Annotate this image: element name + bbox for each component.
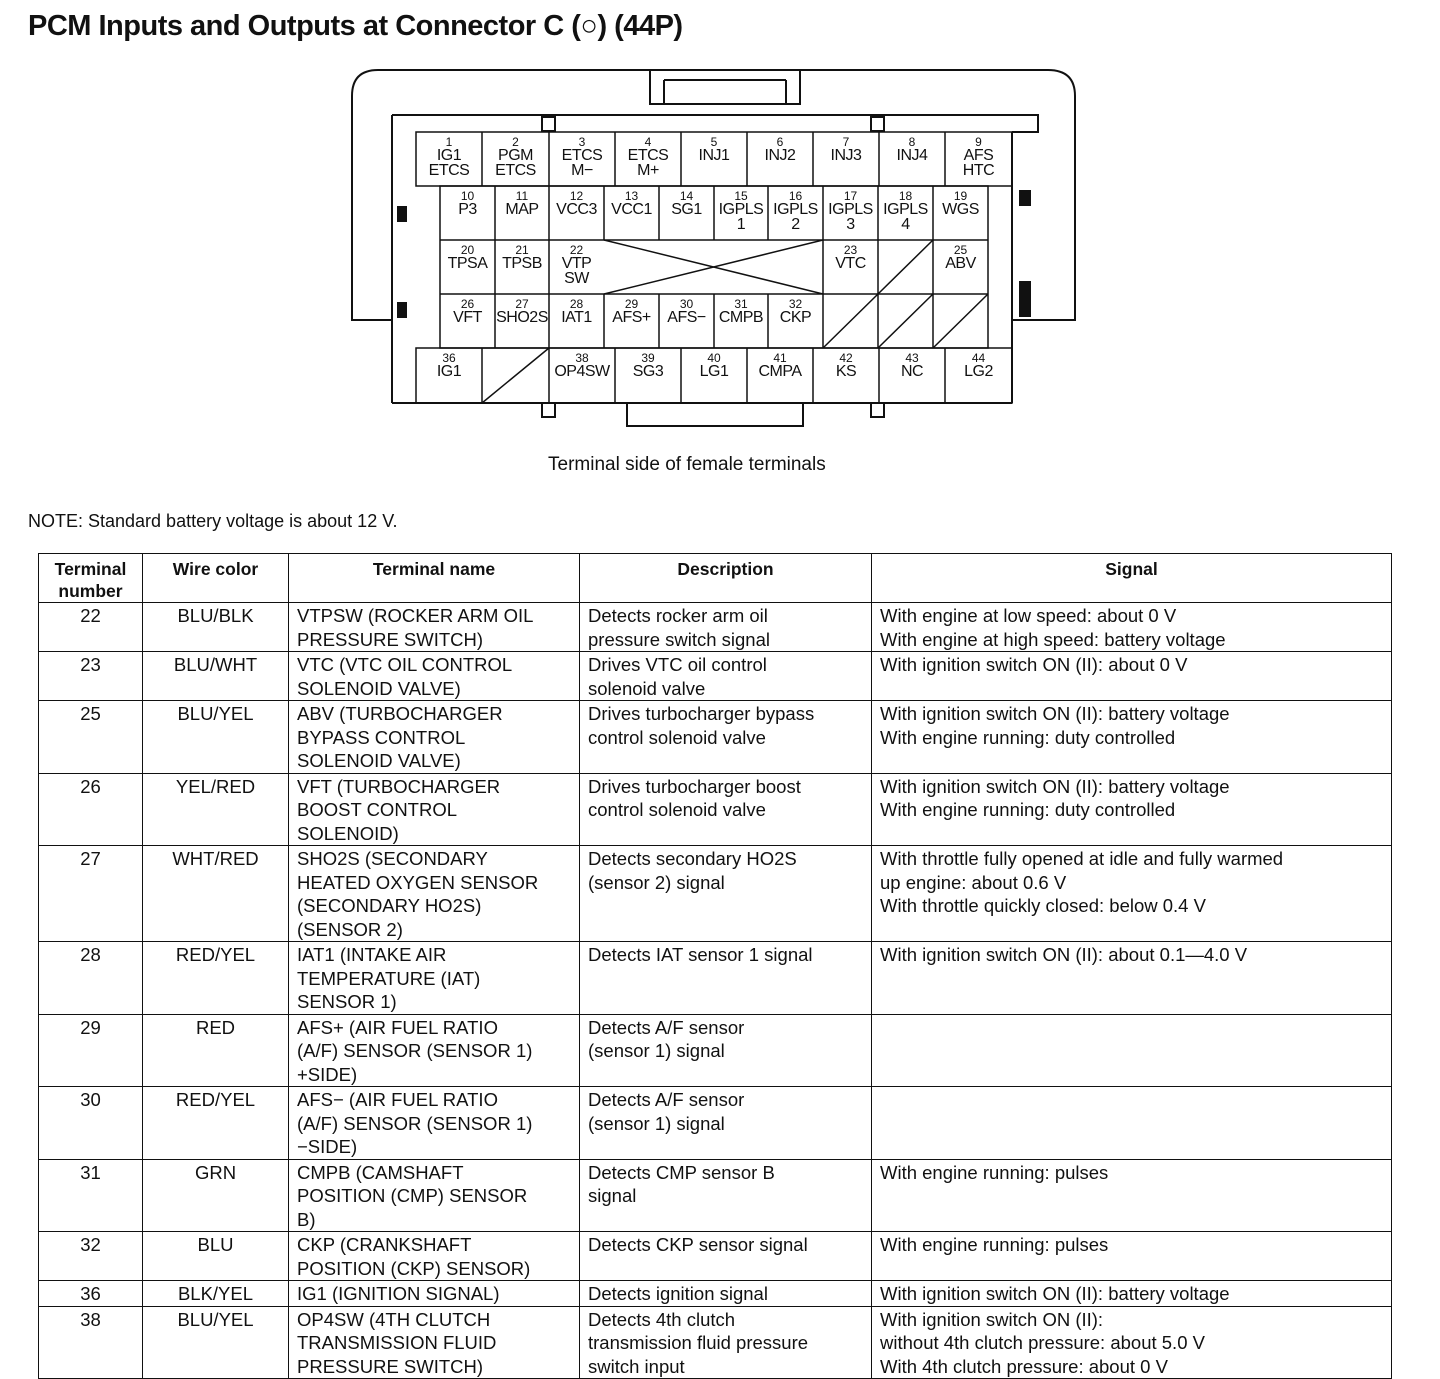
terminal-20 [440, 244, 495, 294]
cell-terminal-number: 31 [39, 1159, 143, 1232]
cell-description: Detects ignition signal [580, 1281, 872, 1307]
cell-terminal-number: 30 [39, 1087, 143, 1160]
terminal-26 [440, 298, 495, 348]
cell-description: Detects A/F sensor (sensor 1) signal [580, 1014, 872, 1087]
header-description: Description [580, 554, 872, 603]
terminal-number: 42 [839, 351, 853, 365]
terminal-number: 15 [734, 189, 748, 203]
terminal-number: 21 [515, 243, 529, 257]
table-row [39, 603, 1392, 652]
cell-description: Detects rocker arm oil pressure switch signal [580, 603, 872, 652]
terminal-5 [681, 136, 747, 186]
cell-terminal-name: IAT1 (INTAKE AIR TEMPERATURE (IAT) SENSOR 1) [289, 942, 580, 1015]
terminal-25 [933, 244, 988, 294]
terminal-number: 43 [905, 351, 919, 365]
terminal-number: 32 [788, 297, 803, 311]
table-row [39, 846, 1392, 942]
terminal-name: IGPLS 2 [773, 201, 818, 233]
diagram-caption: Terminal side of female terminals [548, 454, 826, 475]
page-title: PCM Inputs and Outputs at Connector C (○) (44P) [28, 10, 683, 42]
table-row [39, 701, 1392, 774]
terminal-number: 10 [460, 189, 475, 203]
terminal-number: 12 [569, 189, 584, 203]
terminal-name: P3 [458, 201, 477, 218]
header-wire-color: Wire color [143, 554, 289, 603]
cell-signal: With ignition switch ON (II): battery voltage [872, 1281, 1392, 1307]
note-text: NOTE: Standard battery voltage is about 12 V. [28, 511, 398, 531]
terminal-number: 22 [569, 243, 584, 257]
terminal-name: KS [835, 363, 857, 380]
terminal-12 [549, 190, 604, 240]
terminal-number: 44 [971, 351, 986, 365]
terminal-number: 28 [569, 297, 584, 311]
terminal-13 [604, 190, 659, 240]
terminal-16 [768, 190, 823, 240]
cell-signal: With ignition switch ON (II): battery voltage With engine running: duty controlled [872, 701, 1392, 774]
cell-terminal-name: SHO2S (SECONDARY HEATED OXYGEN SENSOR (SECONDARY HO2S) (SENSOR 2) [289, 846, 580, 942]
terminal-number: 14 [679, 189, 694, 203]
terminal-name: MAP [505, 201, 539, 218]
terminal-number: 25 [953, 243, 968, 257]
cell-terminal-number: 26 [39, 773, 143, 846]
terminal-name: VFT [453, 309, 482, 326]
cell-description: Detects IAT sensor 1 signal [580, 942, 872, 1015]
terminal-name: AFS HTC [962, 147, 995, 179]
cell-terminal-number: 38 [39, 1306, 143, 1379]
header-signal: Signal [872, 554, 1392, 603]
terminal-name: CMPA [758, 363, 802, 380]
terminal-number: 30 [679, 297, 694, 311]
terminal-name: LG1 [699, 363, 729, 380]
terminal-name: TPSB [502, 255, 542, 272]
cell-wire-color: RED/YEL [143, 1087, 289, 1160]
terminal-43 [879, 352, 945, 403]
terminal-7 [813, 136, 879, 186]
terminal-32 [768, 298, 823, 348]
terminal-27 [495, 298, 549, 348]
terminal-42 [813, 352, 879, 403]
cell-terminal-name: VTPSW (ROCKER ARM OIL PRESSURE SWITCH) [289, 603, 580, 652]
terminal-name: SG3 [632, 363, 664, 380]
table-row [39, 1306, 1392, 1379]
terminal-name: INJ1 [698, 147, 730, 164]
connector-latch [650, 70, 800, 104]
terminal-number: 36 [442, 351, 456, 365]
terminal-name: CKP [779, 309, 812, 326]
cell-wire-color: BLU/YEL [143, 1306, 289, 1379]
cell-terminal-name: CKP (CRANKSHAFT POSITION (CKP) SENSOR) [289, 1232, 580, 1281]
cell-description: Drives turbocharger bypass control solenoid valve [580, 701, 872, 774]
table-row [39, 1281, 1392, 1307]
terminal-41 [747, 352, 813, 403]
terminal-6 [747, 136, 813, 186]
circle-symbol: ○ [580, 10, 598, 42]
header-terminal-name: Terminal name [289, 554, 580, 603]
cell-signal: With ignition switch ON (II): battery voltage With engine running: duty controlled [872, 773, 1392, 846]
cell-terminal-name: OP4SW (4TH CLUTCH TRANSMISSION FLUID PRESSURE SWITCH) [289, 1306, 580, 1379]
cell-terminal-number: 36 [39, 1281, 143, 1307]
terminal-2 [482, 136, 549, 186]
terminal-31 [714, 298, 768, 348]
terminal-number: 39 [641, 351, 655, 365]
cell-signal: With engine running: pulses [872, 1159, 1392, 1232]
table-header-row [39, 554, 1392, 603]
cell-description: Drives turbocharger boost control solenoid valve [580, 773, 872, 846]
header-terminal-number: Terminal number [39, 554, 143, 603]
terminal-name: INJ4 [896, 147, 928, 164]
terminal-name: NC [900, 363, 924, 380]
terminal-name: IAT1 [561, 309, 592, 326]
terminal-number: 2 [512, 135, 519, 149]
pin-table [38, 553, 1392, 1379]
table-row [39, 652, 1392, 701]
cell-terminal-name: ABV (TURBOCHARGER BYPASS CONTROL SOLENOID VALVE) [289, 701, 580, 774]
terminal-number: 6 [776, 135, 784, 149]
cell-wire-color: BLU/BLK [143, 603, 289, 652]
terminal-number: 9 [975, 135, 982, 149]
cell-terminal-number: 28 [39, 942, 143, 1015]
terminal-name: INJ2 [764, 147, 796, 164]
terminal-44 [945, 352, 1012, 403]
terminal-1 [416, 136, 482, 186]
terminal-number: 29 [624, 297, 639, 311]
terminal-number: 18 [898, 189, 913, 203]
terminal-9 [945, 136, 1012, 186]
cell-signal [872, 1014, 1392, 1087]
table-row [39, 1232, 1392, 1281]
terminal-name: CMPB [718, 309, 764, 326]
table-row [39, 1014, 1392, 1087]
terminal-name: ABV [945, 255, 976, 272]
terminal-3 [549, 136, 615, 186]
terminal-4 [615, 136, 681, 186]
terminal-29 [604, 298, 659, 348]
terminal-36 [416, 352, 482, 403]
terminal-number: 41 [773, 351, 787, 365]
terminal-21 [495, 244, 549, 294]
terminal-number: 38 [575, 351, 589, 365]
table-row [39, 1159, 1392, 1232]
cell-wire-color: BLK/YEL [143, 1281, 289, 1307]
terminal-name: VCC1 [611, 201, 652, 218]
terminal-name: OP4SW [554, 363, 610, 380]
terminal-18 [878, 190, 933, 240]
terminal-name: VCC3 [556, 201, 597, 218]
terminal-number: 7 [842, 135, 850, 149]
cell-terminal-number: 23 [39, 652, 143, 701]
cell-signal: With ignition switch ON (II): without 4th clutch pressure: about 5.0 V With 4th clutch pressure: about 0 V [872, 1306, 1392, 1379]
cell-wire-color: GRN [143, 1159, 289, 1232]
terminal-23 [823, 244, 878, 294]
cell-terminal-name: AFS+ (AIR FUEL RATIO (A/F) SENSOR (SENSOR 1) +SIDE) [289, 1014, 580, 1087]
terminal-name: PGM ETCS [495, 147, 536, 179]
terminal-39 [615, 352, 681, 403]
terminal-name: TPSA [447, 255, 488, 272]
table-row [39, 1087, 1392, 1160]
terminal-number: 3 [578, 135, 586, 149]
terminal-name: AFS− [667, 309, 706, 326]
cell-terminal-number: 29 [39, 1014, 143, 1087]
cell-terminal-number: 22 [39, 603, 143, 652]
terminal-14 [659, 190, 714, 240]
terminal-30 [659, 298, 714, 348]
terminal-name: VTP SW [561, 255, 592, 287]
cell-terminal-name: IG1 (IGNITION SIGNAL) [289, 1281, 580, 1307]
terminal-name: AFS+ [612, 309, 651, 326]
terminal-name: ETCS M+ [627, 147, 669, 179]
terminal-name: LG2 [964, 363, 993, 380]
terminal-name: IGPLS 1 [718, 201, 764, 233]
terminal-name: INJ3 [830, 147, 862, 164]
terminal-number: 16 [788, 189, 803, 203]
terminal-number: 4 [644, 135, 652, 149]
terminal-number: 26 [460, 297, 475, 311]
terminal-number: 5 [710, 135, 718, 149]
cell-terminal-name: CMPB (CAMSHAFT POSITION (CMP) SENSOR B) [289, 1159, 580, 1232]
cell-wire-color: YEL/RED [143, 773, 289, 846]
terminal-name: VTC [835, 255, 866, 272]
cell-signal [872, 1087, 1392, 1160]
terminal-28 [549, 298, 604, 348]
terminal-40 [681, 352, 747, 403]
terminal-name: SG1 [671, 201, 702, 218]
cell-signal: With engine running: pulses [872, 1232, 1392, 1281]
terminal-name: IG1 [436, 363, 462, 380]
cell-terminal-number: 25 [39, 701, 143, 774]
terminal-11 [495, 190, 549, 240]
terminal-number: 1 [445, 135, 453, 149]
terminal-name: IG1 ETCS [428, 147, 470, 179]
cell-signal: With ignition switch ON (II): about 0.1—4.0 V [872, 942, 1392, 1015]
terminal-number: 23 [843, 243, 858, 257]
terminal-15 [714, 190, 768, 240]
cell-terminal-name: VFT (TURBOCHARGER BOOST CONTROL SOLENOID) [289, 773, 580, 846]
cell-wire-color: BLU/YEL [143, 701, 289, 774]
terminal-number: 27 [515, 297, 529, 311]
terminal-number: 8 [908, 135, 916, 149]
terminal-number: 17 [843, 189, 858, 203]
cell-wire-color: BLU [143, 1232, 289, 1281]
terminal-name: IGPLS 4 [883, 201, 928, 233]
terminal-17 [823, 190, 878, 240]
terminal-number: 31 [734, 297, 748, 311]
terminal-8 [879, 136, 945, 186]
terminal-name: ETCS M− [561, 147, 603, 179]
table-row [39, 773, 1392, 846]
terminal-number: 20 [460, 243, 475, 257]
cell-wire-color: WHT/RED [143, 846, 289, 942]
terminal-name: IGPLS 3 [828, 201, 873, 233]
terminal-38 [549, 352, 615, 403]
cell-terminal-number: 32 [39, 1232, 143, 1281]
terminal-10 [440, 190, 495, 240]
cell-wire-color: BLU/WHT [143, 652, 289, 701]
terminal-19 [933, 190, 988, 240]
terminal-number: 19 [953, 189, 968, 203]
cell-description: Drives VTC oil control solenoid valve [580, 652, 872, 701]
cell-signal: With throttle fully opened at idle and fully warmed up engine: about 0.6 V With throttle quickly closed: below 0.4 V [872, 846, 1392, 942]
cell-signal: With ignition switch ON (II): about 0 V [872, 652, 1392, 701]
cell-description: Detects A/F sensor (sensor 1) signal [580, 1087, 872, 1160]
cell-terminal-name: VTC (VTC OIL CONTROL SOLENOID VALVE) [289, 652, 580, 701]
table-row [39, 942, 1392, 1015]
terminal-name: SHO2S [496, 309, 548, 326]
terminal-22 [549, 244, 604, 294]
cell-description: Detects CMP sensor B signal [580, 1159, 872, 1232]
cell-terminal-number: 27 [39, 846, 143, 942]
cell-terminal-name: AFS− (AIR FUEL RATIO (A/F) SENSOR (SENSOR 1) −SIDE) [289, 1087, 580, 1160]
cell-wire-color: RED/YEL [143, 942, 289, 1015]
terminal-number: 40 [707, 351, 721, 365]
cell-description: Detects CKP sensor signal [580, 1232, 872, 1281]
terminal-number: 11 [515, 189, 529, 203]
cell-description: Detects secondary HO2S (sensor 2) signal [580, 846, 872, 942]
terminal-number: 13 [624, 189, 639, 203]
cell-wire-color: RED [143, 1014, 289, 1087]
cell-description: Detects 4th clutch transmission fluid pressure switch input [580, 1306, 872, 1379]
cell-signal: With engine at low speed: about 0 V With engine at high speed: battery voltage [872, 603, 1392, 652]
terminal-name: WGS [942, 201, 979, 218]
